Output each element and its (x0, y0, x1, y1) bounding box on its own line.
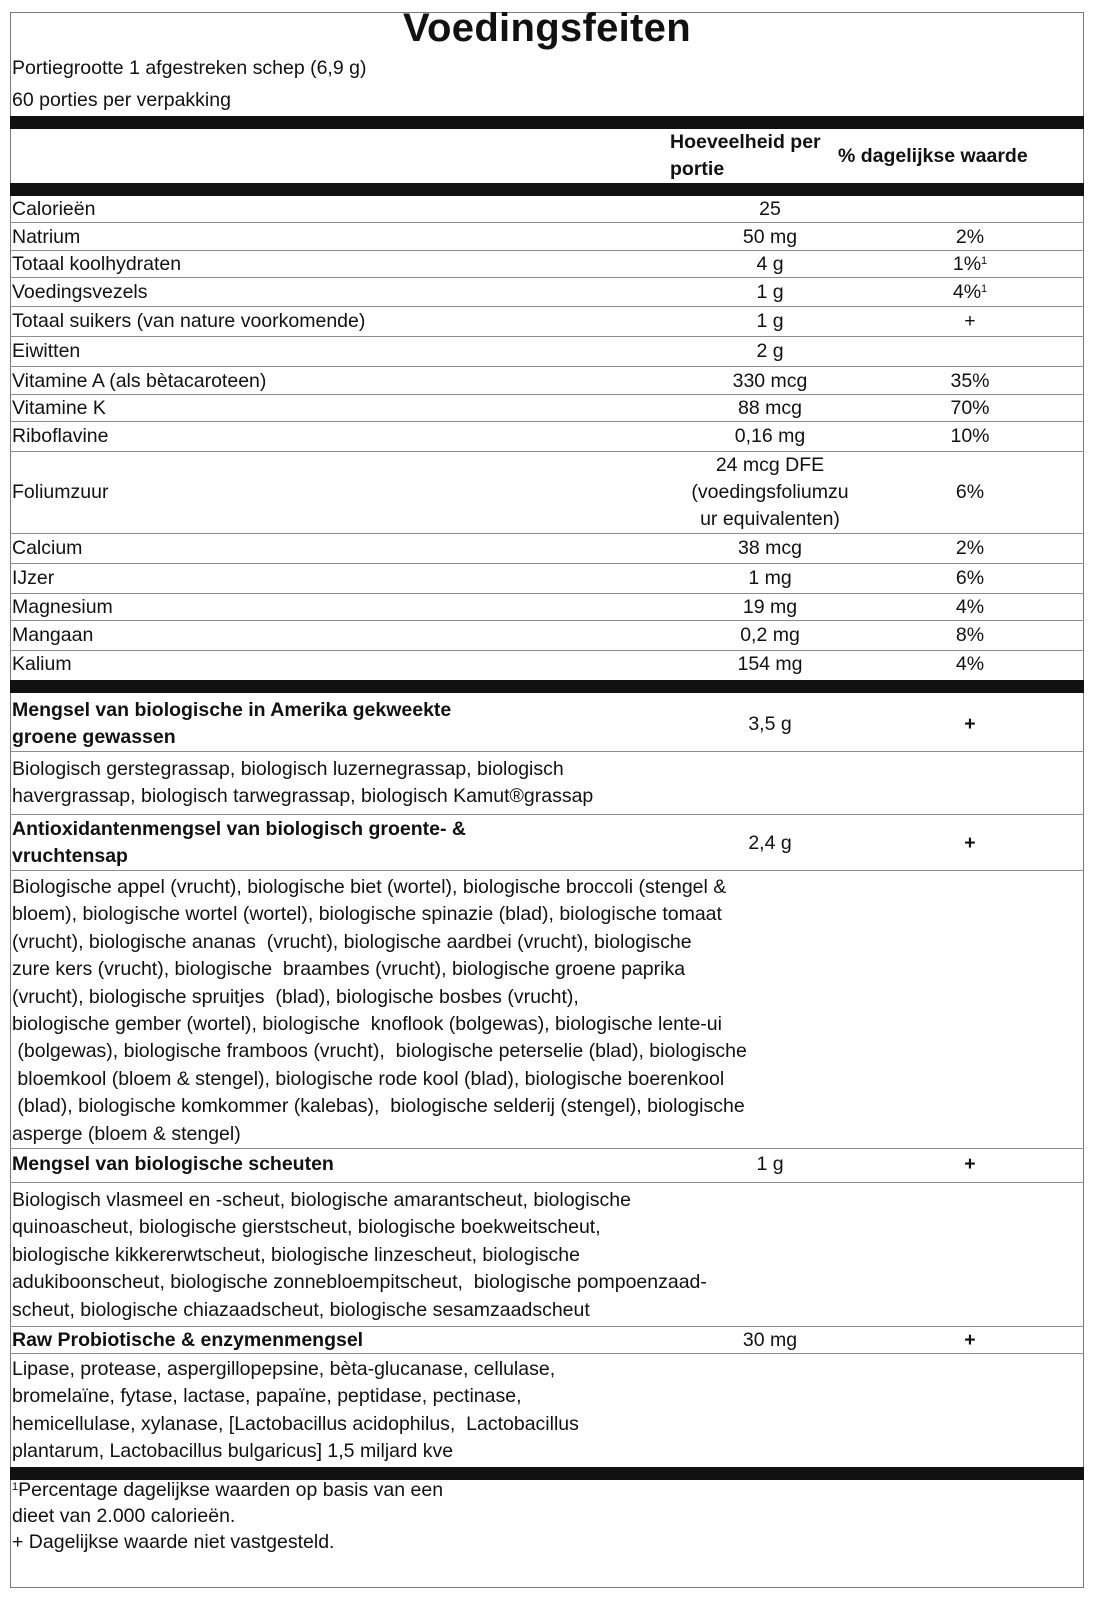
nutrient-name: Foliumzuur (12, 481, 109, 503)
nutrient-name: Riboflavine (12, 425, 109, 447)
footnote-line3: + Dagelijkse waarde niet vastgesteld. (12, 1531, 335, 1553)
row-separator (10, 533, 1084, 534)
nutrient-amount-line: 24 mcg DFE (715, 454, 825, 476)
footnote-mark: 1 (981, 255, 988, 267)
nutrient-amount: 88 mcg (738, 397, 802, 419)
blend-ingredients-line: quinoascheut, biologische gierstscheut, biologische boekweitscheut, (12, 1216, 601, 1239)
blend-name: Mengsel van biologische in Amerika gekweekte (12, 699, 452, 721)
daily-value-text: 6% (955, 567, 985, 589)
footnote-mark: 1 (12, 1481, 19, 1493)
daily-value-text: 1% (952, 253, 982, 275)
daily-value-text: 70% (950, 397, 990, 419)
nutrient-name: Voedingsvezels (12, 281, 148, 303)
nutrient-amount: 4 g (756, 253, 784, 275)
nutrient-amount: 0,16 mg (734, 425, 806, 447)
nutrient-daily-value (880, 368, 1060, 395)
nutrient-daily-value (880, 565, 1060, 592)
nutrient-name: Vitamine K (12, 397, 106, 419)
nutrient-daily-value (880, 308, 1060, 335)
nutrient-amount: 330 mcg (732, 370, 808, 392)
row-separator (10, 563, 1084, 564)
footnote-line2: dieet van 2.000 calorieën. (12, 1505, 236, 1527)
row-separator (10, 650, 1084, 651)
blend-name: groene gewassen (12, 726, 176, 748)
daily-value-text: 4% (952, 281, 982, 303)
row-separator (10, 394, 1084, 395)
blend-ingredients-line: bloemkool (bloem & stengel), biologische rode kool (blad), biologische boerenkool (12, 1067, 725, 1090)
row-separator (10, 451, 1084, 452)
daily-value-text: 2% (955, 537, 985, 559)
blend-ingredients-line: adukiboonscheut, biologische zonnebloempitscheut, biologische pompoenzaad- (12, 1271, 707, 1294)
daily-value-text: 10% (950, 425, 990, 447)
daily-value-text: 35% (950, 370, 990, 392)
nutrient-amount: 1 g (756, 281, 784, 303)
row-separator (10, 1353, 1084, 1354)
blend-ingredients-line: (vrucht), biologische ananas (vrucht), biologische aardbei (vrucht), biologische (12, 930, 692, 953)
blend-ingredients-line: scheut, biologische chiazaadscheut, biologische sesamzaadscheut (12, 1298, 590, 1321)
blend-ingredients-line: biologische gember (wortel), biologische knoflook (bolgewas), biologische lente-ui (12, 1013, 722, 1035)
servings-per-container: 60 porties per verpakking (12, 89, 231, 111)
nutrient-name: Totaal suikers (van nature voorkomende) (12, 310, 366, 332)
nutrient-amount: 154 mg (737, 653, 803, 675)
nutrient-daily-value (880, 535, 1060, 562)
blend-ingredients-line: bloem), biologische wortel (wortel), biologische spinazie (blad), biologische tomaat (12, 903, 722, 926)
thick-divider (10, 183, 1084, 196)
blend-ingredients-line: (bolgewas), biologische framboos (vrucht), biologische peterselie (blad), biologische (12, 1040, 747, 1063)
nutrient-amount: 1 mg (748, 567, 792, 589)
nutrient-amount: 38 mcg (738, 537, 802, 559)
nutrient-name: Kalium (12, 653, 72, 675)
row-separator (10, 306, 1084, 307)
row-separator (10, 814, 1084, 815)
daily-value-text: 6% (955, 481, 985, 503)
blend-amount: 3,5 g (748, 712, 792, 735)
nutrient-amount: 0,2 mg (740, 624, 800, 646)
daily-value-text: + (964, 310, 976, 332)
thick-divider (10, 680, 1084, 693)
nutrient-name: Mangaan (12, 624, 94, 646)
row-separator (10, 366, 1084, 367)
row-separator (10, 870, 1084, 871)
nutrient-daily-value (880, 279, 1060, 306)
nutrient-daily-value (880, 479, 1060, 506)
header-amount: Hoeveelheid per (670, 131, 821, 153)
blend-ingredients-line: plantarum, Lactobacillus bulgaricus] 1,5 miljard kve (12, 1440, 454, 1463)
header-daily-value: % dagelijkse waarde (838, 145, 1028, 167)
blend-name: vruchtensap (12, 845, 128, 867)
nutrient-amount: 19 mg (742, 596, 798, 618)
nutrient-daily-value (880, 224, 1060, 251)
row-separator (10, 421, 1084, 422)
row-separator (10, 751, 1084, 752)
blend-ingredients-line: hemicellulase, xylanase, [Lactobacillus acidophilus, Lactobacillus (12, 1412, 579, 1435)
nutrient-daily-value (880, 622, 1060, 649)
nutrient-name: Totaal koolhydraten (12, 253, 182, 275)
row-separator (10, 593, 1084, 594)
blend-amount: 1 g (756, 1153, 784, 1175)
footnote-line1: $^1$Percentage dagelijkse waarden op basis van een (12, 1479, 444, 1501)
nutrient-daily-value (880, 395, 1060, 422)
nutrient-daily-value (880, 594, 1060, 621)
blend-daily-value: + (964, 831, 976, 854)
nutrient-name: Vitamine A (als bètacaroteen) (12, 370, 267, 392)
nutrient-amount: 25 (759, 198, 781, 220)
nutrient-name: Calorieën (12, 198, 96, 220)
row-separator (10, 222, 1084, 223)
row-separator (10, 1182, 1084, 1183)
blend-ingredients-line: (vrucht), biologische spruitjes (blad), biologische bosbes (vrucht), (12, 985, 579, 1008)
nutrient-name: Natrium (12, 226, 81, 248)
blend-ingredients-line: havergrassap, biologisch tarwegrassap, biologisch Kamut®grassap (12, 785, 594, 808)
blend-ingredients-line: Biologisch gerstegrassap, biologisch luzernegrassap, biologisch (12, 758, 564, 780)
blend-daily-value: + (964, 712, 976, 735)
label-title: Voedingsfeiten (403, 6, 691, 50)
nutrient-name: Eiwitten (12, 340, 81, 362)
blend-amount: 2,4 g (748, 831, 792, 854)
blend-ingredients-line: Biologische appel (vrucht), biologische biet (wortel), biologische broccoli (stengel & (12, 876, 727, 898)
blend-amount: 30 mg (742, 1329, 798, 1351)
daily-value-text: 2% (955, 226, 985, 248)
blend-daily-value: + (964, 1153, 976, 1175)
blend-daily-value: + (964, 1329, 976, 1351)
row-separator (10, 277, 1084, 278)
row-separator (10, 250, 1084, 251)
blend-name: Raw Probiotische & enzymenmengsel (12, 1329, 364, 1351)
blend-ingredients-line: asperge (bloem & stengel) (12, 1122, 241, 1145)
thick-divider (10, 116, 1084, 129)
nutrient-name: Magnesium (12, 596, 113, 618)
footnote-mark: 1 (981, 283, 988, 295)
blend-ingredients-line: Biologisch vlasmeel en -scheut, biologische amarantscheut, biologische (12, 1189, 631, 1211)
blend-ingredients-line: (blad), biologische komkommer (kalebas), biologische selderij (stengel), biologische (12, 1095, 745, 1118)
nutrient-daily-value (880, 251, 1060, 278)
nutrient-name: IJzer (12, 567, 55, 589)
row-separator (10, 1148, 1084, 1149)
blend-ingredients-line: zure kers (vrucht), biologische braambes (vrucht), biologische groene paprika (12, 958, 686, 981)
row-separator (10, 620, 1084, 621)
blend-name: Mengsel van biologische scheuten (12, 1153, 334, 1175)
nutrient-amount: 1 g (756, 310, 784, 332)
nutrient-amount-line: (voedingsfoliumzu (691, 481, 849, 503)
serving-size: Portiegrootte 1 afgestreken schep (6,9 g) (12, 57, 367, 79)
daily-value-text: 4% (955, 653, 985, 675)
nutrient-daily-value (880, 423, 1060, 450)
nutrient-amount-line: ur equivalenten) (700, 508, 840, 530)
row-separator (10, 336, 1084, 337)
nutrient-amount: 50 mg (742, 226, 798, 248)
blend-ingredients-line: bromelaïne, fytase, lactase, papaïne, peptidase, pectinase, (12, 1385, 522, 1408)
nutrient-amount: 2 g (756, 340, 784, 362)
daily-value-text: 4% (955, 596, 985, 618)
daily-value-text: 8% (955, 624, 985, 646)
header-amount-line2: portie (670, 158, 725, 180)
nutrient-daily-value (880, 651, 1060, 678)
nutrient-name: Calcium (12, 537, 83, 559)
blend-ingredients-line: Lipase, protease, aspergillopepsine, bèta-glucanase, cellulase, (12, 1358, 556, 1380)
blend-name: Antioxidantenmengsel van biologisch groente- & (12, 818, 466, 840)
blend-ingredients-line: biologische kikkererwtscheut, biologische linzescheut, biologische (12, 1243, 580, 1266)
